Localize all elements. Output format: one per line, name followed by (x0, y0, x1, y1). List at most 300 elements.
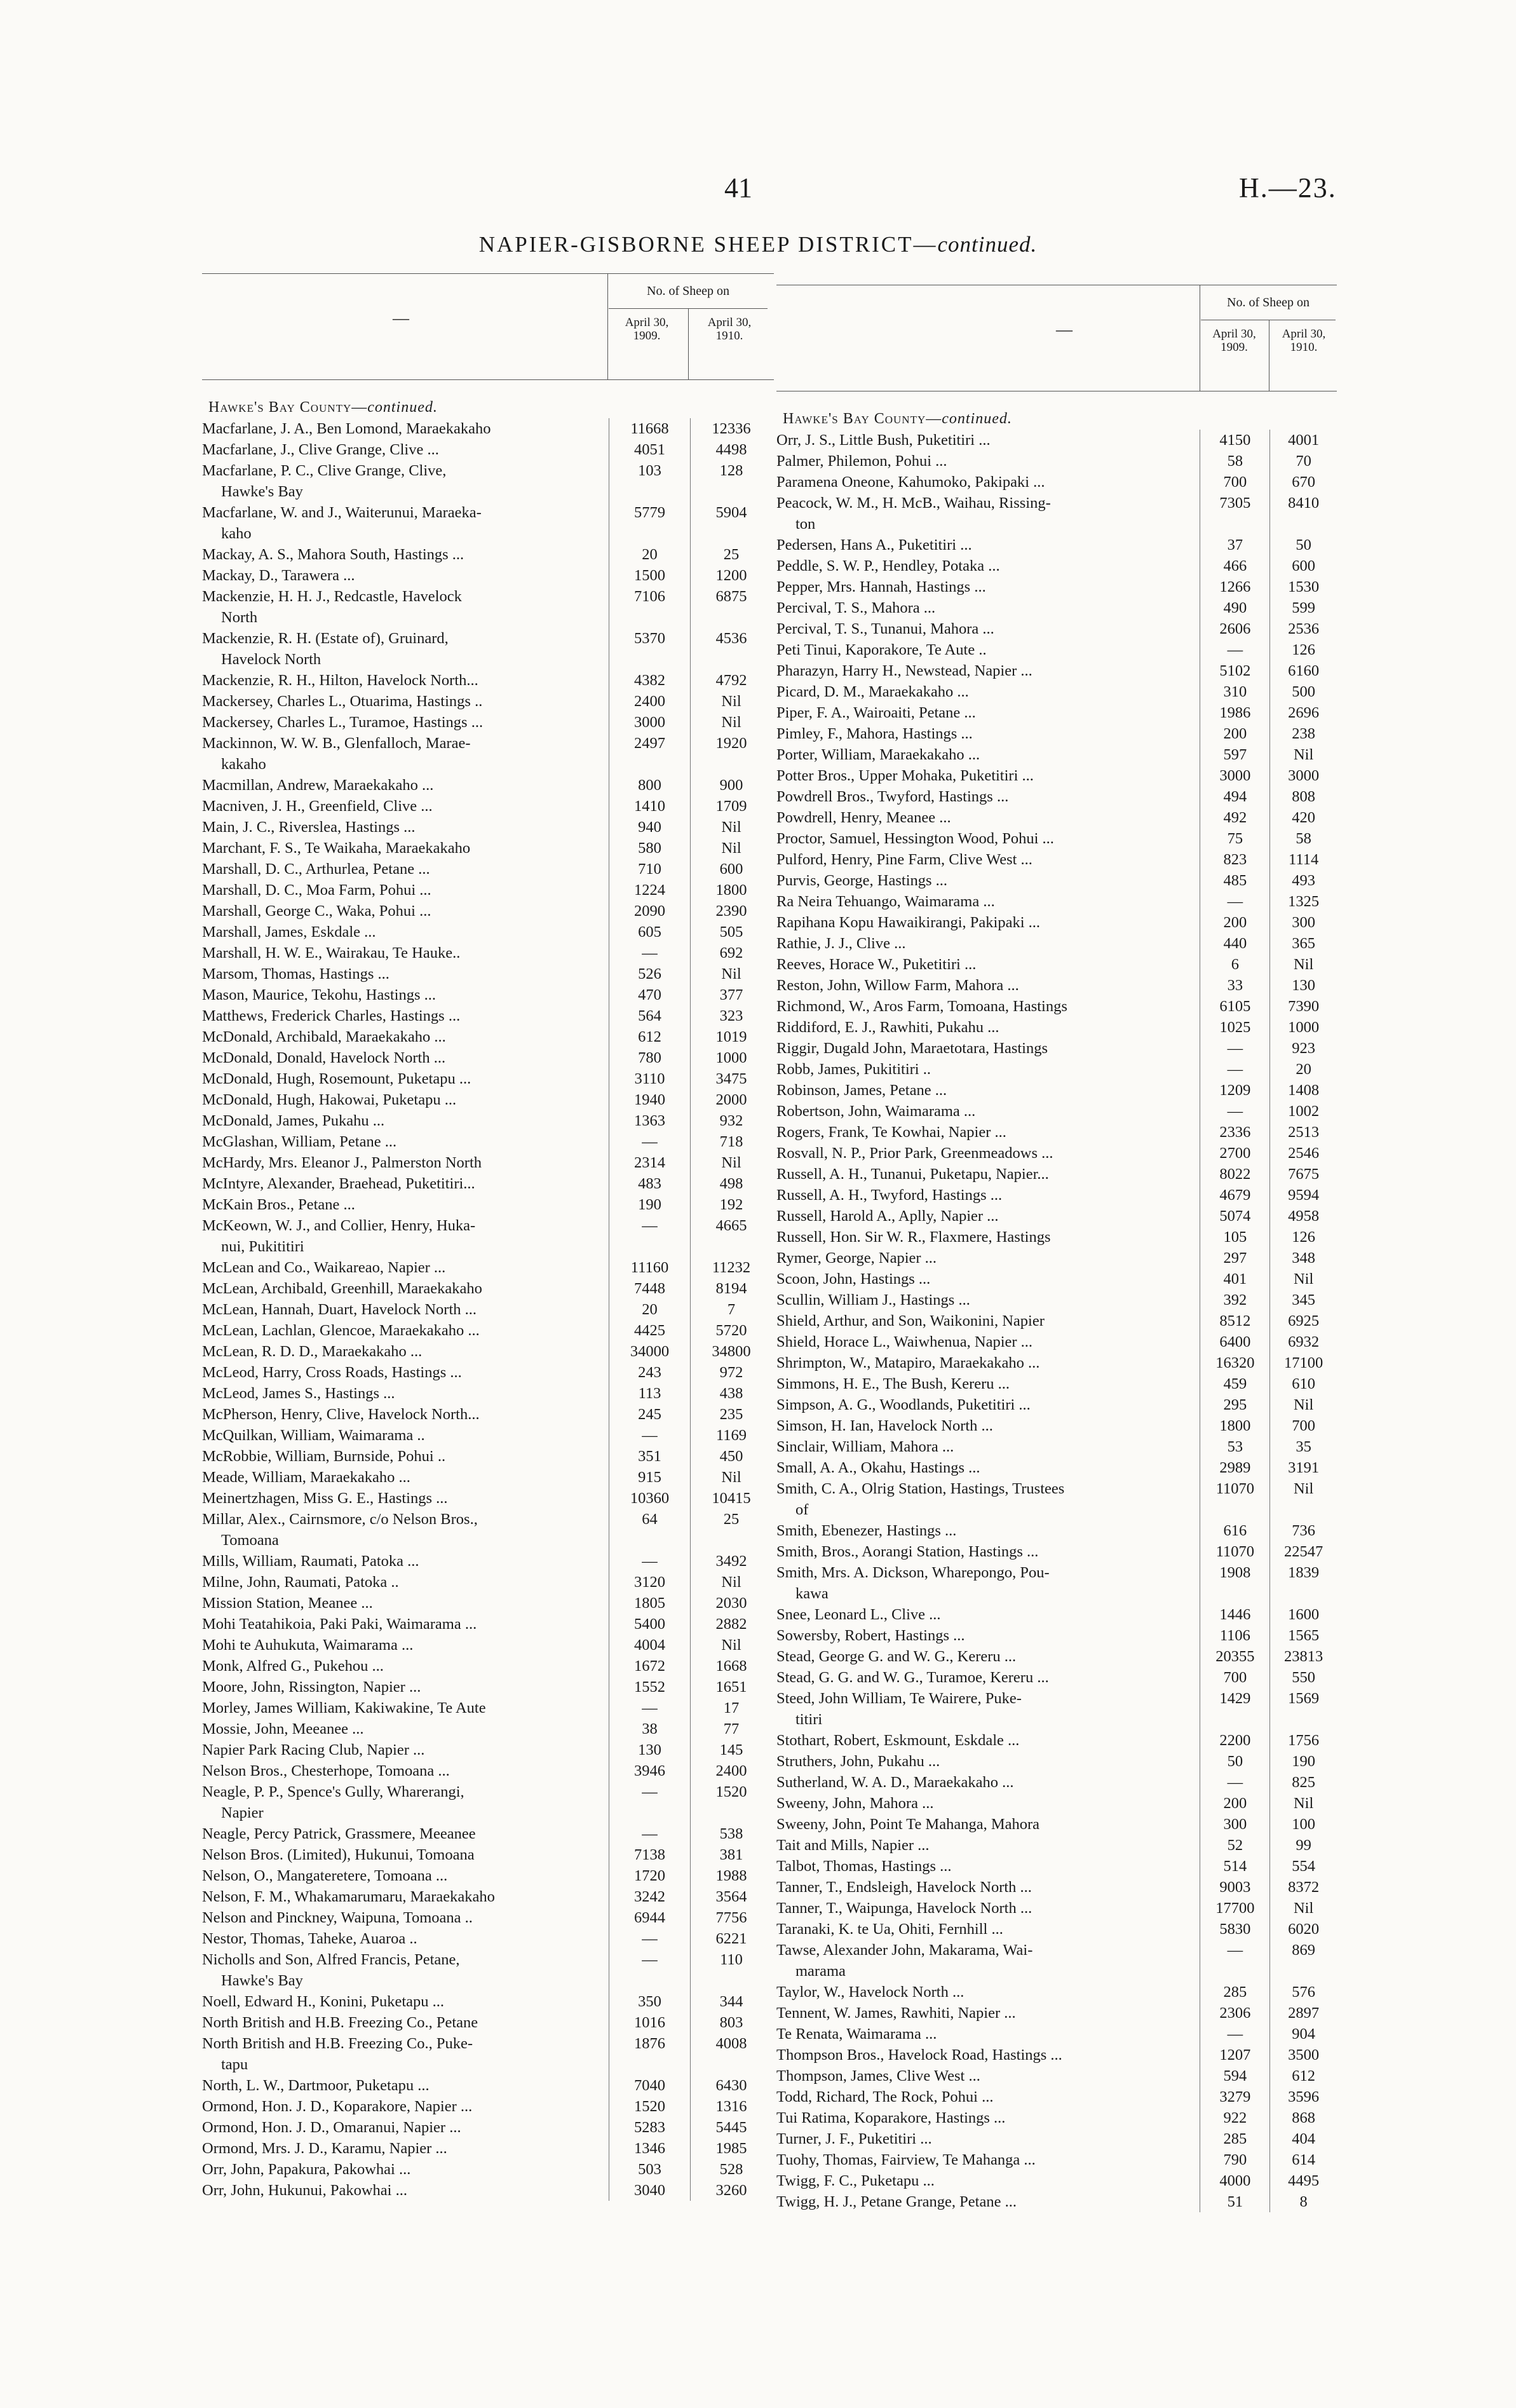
sheep-1909: — (1200, 1940, 1269, 1982)
sheep-1910: 600 (1269, 555, 1337, 576)
holder-name: McLean and Co., Waikareao, Napier ... (202, 1259, 446, 1276)
sheep-1909: 285 (1200, 1982, 1269, 2003)
table-row (202, 1089, 774, 1110)
sheep-1909: 1016 (609, 2012, 690, 2033)
holder-name: Thompson Bros., Havelock Road, Hastings ... (776, 2046, 1062, 2064)
holder-name: Riggir, Dugald John, Maraetotara, Hastings (776, 1040, 1048, 1057)
sheep-1910: 4495 (1269, 2170, 1337, 2191)
table-row (202, 1173, 774, 1194)
table-row (202, 1928, 774, 1949)
holder-name: Robertson, John, Waimarama ... (776, 1103, 976, 1120)
sheep-1910: 23813 (1269, 1646, 1337, 1667)
sheep-1910: 923 (1269, 1038, 1337, 1059)
sheep-1910: 8410 (1269, 493, 1337, 534)
no-of-sheep-heading: No. of Sheep on (1227, 296, 1310, 310)
table-row (776, 1017, 1337, 1038)
sheep-1910: 99 (1269, 1835, 1337, 1856)
holder-name: Sweeny, John, Mahora ... (776, 1795, 934, 1812)
holder-name: Pimley, F., Mahora, Hastings ... (776, 725, 973, 742)
table-row (202, 1404, 774, 1425)
table-row (202, 1865, 774, 1886)
sheep-1909: — (1200, 1101, 1269, 1122)
table-row (202, 2096, 774, 2117)
divider (609, 308, 768, 309)
sheep-1910: 7 (690, 1299, 772, 1320)
holder-name: Ormond, Hon. J. D., Koparakore, Napier ... (202, 2098, 473, 2115)
col-1909-heading: April 30, 1909. (1212, 327, 1256, 354)
sheep-1910: 1756 (1269, 1730, 1337, 1751)
sheep-1910: 670 (1269, 472, 1337, 493)
sheep-1909: — (609, 1823, 690, 1844)
sheep-1910: 500 (1269, 681, 1337, 702)
sheep-1909: 392 (1200, 1289, 1269, 1310)
sheep-1909: 514 (1200, 1856, 1269, 1877)
table-row (202, 775, 774, 796)
sheep-1909: 20355 (1200, 1646, 1269, 1667)
table-row (202, 1110, 774, 1131)
sheep-1910: 3475 (690, 1068, 772, 1089)
holder-name: Mackenzie, H. H. J., Redcastle, Havelock North (202, 588, 462, 626)
holder-name: Millar, Alex., Cairnsmore, c/o Nelson Bros., Tomoana (202, 1511, 478, 1549)
table-row (776, 618, 1337, 639)
table-row (776, 2065, 1337, 2086)
sheep-1910: 17 (690, 1697, 772, 1718)
sheep-1910: 50 (1269, 534, 1337, 555)
sheep-1909: 37 (1200, 534, 1269, 555)
divider (607, 274, 608, 379)
sheep-1909: 700 (1200, 472, 1269, 493)
sheep-1909: — (1200, 1059, 1269, 1080)
sheep-1909: 3279 (1200, 2086, 1269, 2107)
sheep-1910: Nil (690, 1467, 772, 1488)
holder-name: Reston, John, Willow Farm, Mahora ... (776, 977, 1019, 994)
holder-name: Mohi te Auhukuta, Waimarama ... (202, 1636, 414, 1654)
sheep-1909: 1363 (609, 1110, 690, 1131)
holder-name: Mackersey, Charles L., Otuarima, Hastings .. (202, 693, 483, 710)
sheep-1909: — (609, 1928, 690, 1949)
holder-name: Mackenzie, R. H., Hilton, Havelock North... (202, 672, 478, 689)
sheep-1909: 1876 (609, 2033, 690, 2075)
holder-name: McDonald, Hugh, Rosemount, Puketapu ... (202, 1070, 471, 1087)
table-row (776, 1352, 1337, 1373)
table-row (776, 1248, 1337, 1269)
sheep-1909: 103 (609, 460, 690, 502)
sheep-1909: 50 (1200, 1751, 1269, 1772)
sheep-1909: 3120 (609, 1572, 690, 1593)
sheep-1909: 7448 (609, 1278, 690, 1299)
sheep-1909: — (609, 1131, 690, 1152)
sheep-1910: 2400 (690, 1760, 772, 1781)
table-row (776, 493, 1337, 534)
sheep-1910: Nil (1269, 1898, 1337, 1919)
table-row (202, 1656, 774, 1677)
holder-name: Struthers, John, Pukahu ... (776, 1753, 940, 1770)
holder-name: Monk, Alfred G., Pukehou ... (202, 1657, 384, 1675)
sheep-1909: 5779 (609, 502, 690, 544)
sheep-1910: 6875 (690, 586, 772, 628)
table-row (776, 1982, 1337, 2003)
sheep-1910: 381 (690, 1844, 772, 1865)
holder-name: Mackay, D., Tarawera ... (202, 567, 355, 584)
sheep-1910: Nil (1269, 1793, 1337, 1814)
sheep-1909: 466 (1200, 555, 1269, 576)
holder-name: Turner, J. F., Puketitiri ... (776, 2130, 932, 2147)
table-row (202, 1823, 774, 1844)
sheep-1910: Nil (690, 712, 772, 733)
holder-name: Russell, Hon. Sir W. R., Flaxmere, Hastings (776, 1228, 1051, 1246)
sheep-1909: 11070 (1200, 1541, 1269, 1562)
table-row (776, 2149, 1337, 2170)
sheep-1910: 4665 (690, 1215, 772, 1257)
sheep-1909: 1800 (1200, 1415, 1269, 1436)
holder-name: Te Renata, Waimarama ... (776, 2025, 937, 2043)
sheep-1909: 526 (609, 963, 690, 984)
sheep-1910: 538 (690, 1823, 772, 1844)
sheep-1909: 295 (1200, 1394, 1269, 1415)
table-row (776, 1310, 1337, 1331)
holder-name: Pedersen, Hans A., Puketitiri ... (776, 536, 972, 554)
sheep-1910: 1668 (690, 1656, 772, 1677)
holder-name: Marshall, James, Eskdale ... (202, 923, 376, 941)
sheep-1909: 2400 (609, 691, 690, 712)
sheep-1910: 528 (690, 2159, 772, 2180)
sheep-1910: 6160 (1269, 660, 1337, 681)
sheep-1910: 344 (690, 1991, 772, 2012)
holder-name: Shrimpton, W., Matapiro, Maraekakaho ... (776, 1354, 1040, 1371)
sheep-1909: 1446 (1200, 1604, 1269, 1625)
sheep-1909: 922 (1200, 2107, 1269, 2128)
sheep-1909: 492 (1200, 807, 1269, 828)
table-row (776, 639, 1337, 660)
table-row (202, 1068, 774, 1089)
holder-name: Powdrell Bros., Twyford, Hastings ... (776, 788, 1009, 805)
holder-name: McQuilkan, William, Waimarama .. (202, 1427, 425, 1444)
table-row (776, 744, 1337, 765)
sheep-1910: 70 (1269, 451, 1337, 472)
table-row (202, 1677, 774, 1697)
sheep-1910: Nil (1269, 744, 1337, 765)
sheep-1910: 190 (1269, 1751, 1337, 1772)
table-row (202, 1949, 774, 1991)
title-continued: continued. (937, 232, 1038, 257)
table-row (202, 1278, 774, 1299)
sheep-1909: 3000 (609, 712, 690, 733)
sheep-1910: 498 (690, 1173, 772, 1194)
table-row (776, 660, 1337, 681)
sheep-1909: 440 (1200, 933, 1269, 954)
sheep-1909: 11160 (609, 1257, 690, 1278)
sheep-1910: 612 (1269, 2065, 1337, 2086)
holder-name: Talbot, Thomas, Hastings ... (776, 1858, 952, 1875)
header-dash: — (1056, 320, 1073, 339)
table-row (776, 472, 1337, 493)
sheep-1909: 612 (609, 1026, 690, 1047)
sheep-1910: 700 (1269, 1415, 1337, 1436)
sheep-1910: 345 (1269, 1289, 1337, 1310)
holder-name: McDonald, Hugh, Hakowai, Puketapu ... (202, 1091, 457, 1108)
sheep-1910: 1530 (1269, 576, 1337, 597)
sheep-1909: 2090 (609, 901, 690, 922)
table-row (776, 1919, 1337, 1940)
sheep-1909: 64 (609, 1509, 690, 1551)
sheep-1909: 1410 (609, 796, 690, 817)
sheep-1909: 1346 (609, 2138, 690, 2159)
holder-name: McKeown, W. J., and Collier, Henry, Huka- nui, Pukititiri (202, 1217, 476, 1255)
table-row (776, 933, 1337, 954)
table-row (202, 1467, 774, 1488)
sheep-1909: 200 (1200, 912, 1269, 933)
table-row (202, 1425, 774, 1446)
table-row (776, 1289, 1337, 1310)
document-reference: H.—23. (1239, 172, 1337, 203)
holder-name: Meinertzhagen, Miss G. E., Hastings ... (202, 1490, 448, 1507)
sheep-1910: 6925 (1269, 1310, 1337, 1331)
holder-name: North British and H.B. Freezing Co., Petane (202, 2014, 478, 2031)
holder-name: Neagle, P. P., Spence's Gully, Wharerangi, Napier (202, 1783, 464, 1821)
holder-name: McKain Bros., Petane ... (202, 1196, 355, 1213)
table-row (202, 1760, 774, 1781)
holder-name: Marsom, Thomas, Hastings ... (202, 965, 389, 983)
table-row (202, 670, 774, 691)
table-row (202, 1446, 774, 1467)
table-row (202, 1572, 774, 1593)
sheep-1909: — (609, 1697, 690, 1718)
col-1910-heading: April 30, 1910. (1282, 327, 1326, 354)
table-row (776, 534, 1337, 555)
table-row (202, 502, 774, 544)
holder-name: Matthews, Frederick Charles, Hastings ... (202, 1007, 461, 1024)
sheep-1909: 2314 (609, 1152, 690, 1173)
table-row (202, 691, 774, 712)
table-row (776, 1835, 1337, 1856)
sheep-1909: 459 (1200, 1373, 1269, 1394)
holder-name: Marchant, F. S., Te Waikaha, Maraekakaho (202, 840, 471, 857)
table-row (776, 1478, 1337, 1520)
sheep-1909: 1805 (609, 1593, 690, 1614)
holder-name: Russell, Harold A., Aplly, Napier ... (776, 1207, 999, 1225)
sheep-1909: 7138 (609, 1844, 690, 1865)
holder-name: McLeod, James S., Hastings ... (202, 1385, 395, 1402)
sheep-1910: 808 (1269, 786, 1337, 807)
sheep-1910: Nil (690, 838, 772, 859)
sheep-1909: 710 (609, 859, 690, 880)
sheep-1910: 235 (690, 1404, 772, 1425)
sheep-1910: 2513 (1269, 1122, 1337, 1143)
holder-name: Orr, John, Hukunui, Pakowhai ... (202, 2182, 407, 2199)
table-row (202, 2012, 774, 2033)
sheep-1909: 700 (1200, 1667, 1269, 1688)
holder-name: Paramena Oneone, Kahumoko, Pakipaki ... (776, 473, 1045, 491)
holder-name: Pepper, Mrs. Hannah, Hastings ... (776, 578, 986, 595)
table-row (776, 1457, 1337, 1478)
table-row (202, 2033, 774, 2075)
table-row (202, 2138, 774, 2159)
holder-name: McLeod, Harry, Cross Roads, Hastings ... (202, 1364, 462, 1381)
table-row (202, 963, 774, 984)
page-title (0, 232, 1516, 257)
sheep-1910: 2696 (1269, 702, 1337, 723)
table-row (776, 1562, 1337, 1604)
table-row (776, 702, 1337, 723)
holder-name: McIntyre, Alexander, Braehead, Puketitiri... (202, 1175, 475, 1192)
table-row (776, 1667, 1337, 1688)
sheep-1910: 2897 (1269, 2003, 1337, 2024)
holder-name: Macfarlane, W. and J., Waiterunui, Maraeka- kaho (202, 504, 482, 542)
holder-name: Stead, G. G. and W. G., Turamoe, Kereru ... (776, 1669, 1049, 1686)
holder-name: Nelson and Pinckney, Waipuna, Tomoana .. (202, 1909, 473, 1926)
sheep-1909: 113 (609, 1383, 690, 1404)
header-dash: — (393, 309, 409, 327)
table-row (202, 418, 774, 439)
sheep-1909: 4382 (609, 670, 690, 691)
table-row (202, 1215, 774, 1257)
sheep-1910: 692 (690, 942, 772, 963)
sheep-1910: 825 (1269, 1772, 1337, 1793)
sheep-1910: 1709 (690, 796, 772, 817)
table-row (776, 1101, 1337, 1122)
sheep-1910: 7675 (1269, 1164, 1337, 1185)
sheep-1909: — (609, 942, 690, 963)
sheep-1910: 323 (690, 1005, 772, 1026)
table-row (776, 2024, 1337, 2044)
holder-name: Picard, D. M., Maraekakaho ... (776, 683, 969, 700)
table-row (202, 1509, 774, 1551)
sheep-1910: 348 (1269, 1248, 1337, 1269)
holder-name: Sutherland, W. A. D., Maraekakaho ... (776, 1774, 1014, 1791)
sheep-1909: 823 (1200, 849, 1269, 870)
sheep-1910: 932 (690, 1110, 772, 1131)
holder-name: Rymer, George, Napier ... (776, 1249, 937, 1267)
table-row (776, 1269, 1337, 1289)
table-row (776, 786, 1337, 807)
left-column (202, 273, 774, 2201)
sheep-1910: 1800 (690, 880, 772, 901)
sheep-1909: 1672 (609, 1656, 690, 1677)
sheep-1910: 192 (690, 1194, 772, 1215)
sheep-1909: 2306 (1200, 2003, 1269, 2024)
table-row (202, 1362, 774, 1383)
holder-name: Riddiford, E. J., Rawhiti, Pukahu ... (776, 1019, 999, 1036)
sheep-1910: 2390 (690, 901, 772, 922)
holder-name: Pharazyn, Harry H., Newstead, Napier ... (776, 662, 1032, 679)
sheep-1910: 25 (690, 544, 772, 565)
sheep-1910: Nil (690, 691, 772, 712)
sheep-1910: Nil (690, 817, 772, 838)
table-row (776, 2003, 1337, 2024)
table-row (202, 565, 774, 586)
table-row (776, 1185, 1337, 1206)
holder-name: Mackersey, Charles L., Turamoe, Hastings ... (202, 714, 484, 731)
table-row (776, 1793, 1337, 1814)
sheep-1909: 5830 (1200, 1919, 1269, 1940)
sheep-1910: 599 (1269, 597, 1337, 618)
table-row (202, 1488, 774, 1509)
holder-name: Stothart, Robert, Eskmount, Eskdale ... (776, 1732, 1020, 1749)
sheep-1909: 503 (609, 2159, 690, 2180)
sheep-1910: 300 (1269, 912, 1337, 933)
sheep-1910: 550 (1269, 1667, 1337, 1688)
sheep-1909: 3040 (609, 2180, 690, 2201)
sheep-1910: 3564 (690, 1886, 772, 1907)
holder-name: McGlashan, William, Petane ... (202, 1133, 397, 1150)
holder-name: Percival, T. S., Tunanui, Mahora ... (776, 620, 994, 637)
holder-name: Stead, George G. and W. G., Kereru ... (776, 1648, 1017, 1665)
holder-name: Orr, J. S., Little Bush, Puketitiri ... (776, 432, 991, 449)
sheep-1910: 7390 (1269, 996, 1337, 1017)
table-row (202, 460, 774, 502)
sheep-1909: 16320 (1200, 1352, 1269, 1373)
holder-name: Mason, Maurice, Tekohu, Hastings ... (202, 986, 437, 1003)
table-row (776, 576, 1337, 597)
sheep-1909: 11668 (609, 418, 690, 439)
sheep-1910: 554 (1269, 1856, 1337, 1877)
sheep-1910: Nil (690, 1635, 772, 1656)
holder-name: Shield, Arthur, and Son, Waikonini, Napier (776, 1312, 1045, 1330)
holder-name: McDonald, Donald, Havelock North ... (202, 1049, 446, 1066)
sheep-1909: 401 (1200, 1269, 1269, 1289)
holder-name: Sowersby, Robert, Hastings ... (776, 1627, 965, 1644)
holder-name: McHardy, Mrs. Eleanor J., Palmerston North (202, 1154, 482, 1171)
holder-name: Robb, James, Pukititiri .. (776, 1061, 931, 1078)
sheep-1909: — (1200, 1038, 1269, 1059)
holder-name: Twigg, F. C., Puketapu ... (776, 2172, 935, 2189)
holder-name: Small, A. A., Okahu, Hastings ... (776, 1459, 980, 1476)
sheep-1910: 20 (1269, 1059, 1337, 1080)
sheep-1909: — (1200, 1772, 1269, 1793)
holder-name: North, L. W., Dartmoor, Puketapu ... (202, 2077, 430, 2094)
sheep-1910: 365 (1269, 933, 1337, 954)
sheep-1910: 110 (690, 1949, 772, 1991)
table-row (202, 628, 774, 670)
holder-name: Morley, James William, Kakiwakine, Te Aute (202, 1699, 486, 1717)
table-row (202, 1152, 774, 1173)
sheep-1909: 490 (1200, 597, 1269, 618)
sheep-1909: 310 (1200, 681, 1269, 702)
table-row (776, 1730, 1337, 1751)
sheep-1909: 3946 (609, 1760, 690, 1781)
sheep-1909: 485 (1200, 870, 1269, 891)
table-row (202, 1907, 774, 1928)
holder-name: Richmond, W., Aros Farm, Tomoana, Hastings (776, 998, 1067, 1015)
holder-name: Tanner, T., Endsleigh, Havelock North ... (776, 1879, 1032, 1896)
holder-name: Sinclair, William, Mahora ... (776, 1438, 954, 1455)
sheep-1909: 1940 (609, 1089, 690, 1110)
table-row (202, 1026, 774, 1047)
sheep-1909: 5283 (609, 2117, 690, 2138)
sheep-1910: 238 (1269, 723, 1337, 744)
section-heading: Hawke's Bay County—continued. (208, 399, 438, 416)
sheep-1910: 130 (1269, 975, 1337, 996)
holder-name: Purvis, George, Hastings ... (776, 872, 948, 889)
sheep-1910: 3000 (1269, 765, 1337, 786)
sheep-1909: 597 (1200, 744, 1269, 765)
sheep-1910: 3191 (1269, 1457, 1337, 1478)
sheep-1909: 17700 (1200, 1898, 1269, 1919)
table-row (776, 1541, 1337, 1562)
table-row (202, 1047, 774, 1068)
table-row (202, 1257, 774, 1278)
sheep-1909: 130 (609, 1739, 690, 1760)
sheep-1910: Nil (690, 1152, 772, 1173)
sheep-1909: 5074 (1200, 1206, 1269, 1227)
sheep-1909: 52 (1200, 1835, 1269, 1856)
sheep-1910: 4008 (690, 2033, 772, 2075)
holder-name: Powdrell, Henry, Meanee ... (776, 809, 951, 826)
sheep-1910: 1988 (690, 1865, 772, 1886)
sheep-1909: 7106 (609, 586, 690, 628)
sheep-1910: Nil (1269, 1269, 1337, 1289)
sheep-1909: — (1200, 639, 1269, 660)
